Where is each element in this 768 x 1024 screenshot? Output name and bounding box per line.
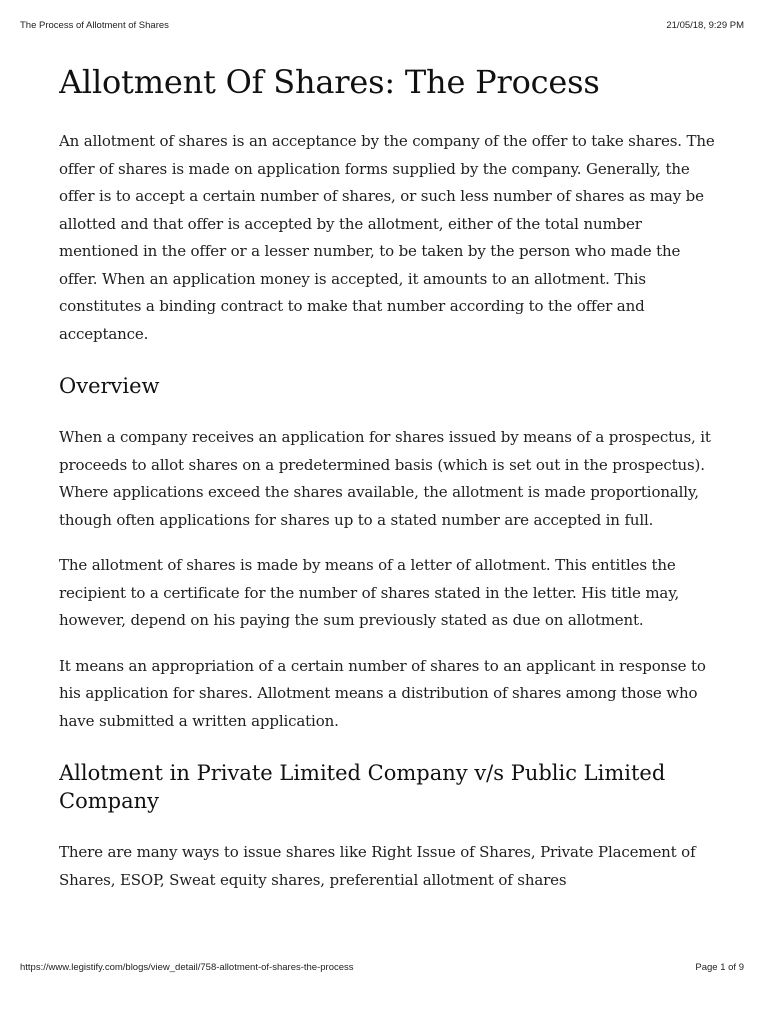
source-url: https://www.legistify.com/blogs/view_detail/758-allotment-of-shares-the-process [20,962,354,973]
print-header-title: The Process of Allotment of Shares [20,20,169,31]
page-title: Allotment Of Shares: The Process [59,63,600,101]
overview-paragraph-1: When a company receives an application for shares issued by means of a prospectus, it proceeds to allot shares on a predetermined basis (which is set out in the prospectus). Where applications exceed the shares available, the allotment is made proportionally, though often applications for shares up to a stated number are accepted in full. [59,428,711,529]
page-number: Page 1 of 9 [695,962,744,973]
print-header-datetime: 21/05/18, 9:29 PM [666,20,744,31]
private-vs-public-paragraph-1: There are many ways to issue shares like Right Issue of Shares, Private Placement of Shares, ESOP, Sweat equity shares, preferential allotment of shares [59,843,696,889]
print-footer [20,962,744,976]
intro-paragraph: An allotment of shares is an acceptance by the company of the offer to take shares. The offer of shares is made on application forms supplied by the company. Generally, the offer is to accept a certain number of shares, or such less number of shares as may be allotted and that offer is accepted by the allotment, either of the total number mentioned in the offer or a lesser number, to be taken by the person who made the offer. When an application money is accepted, it amounts to an allotment. This constitutes a binding contract to make that number according to the offer and acceptance. [59,132,715,343]
section-heading-overview: Overview [59,374,160,398]
print-header [20,20,744,34]
section-heading-private-vs-public: Allotment in Private Limited Company v/s Public Limited Company [59,761,666,813]
article [59,56,719,936]
overview-paragraph-2: The allotment of shares is made by means of a letter of allotment. This entitles the recipient to a certificate for the number of shares stated in the letter. His title may, however, depend on his paying the sum previously stated as due on allotment. [59,556,680,629]
overview-paragraph-3: It means an appropriation of a certain number of shares to an applicant in response to his application for shares. Allotment means a distribution of shares among those who have submitted a written application. [59,656,706,730]
